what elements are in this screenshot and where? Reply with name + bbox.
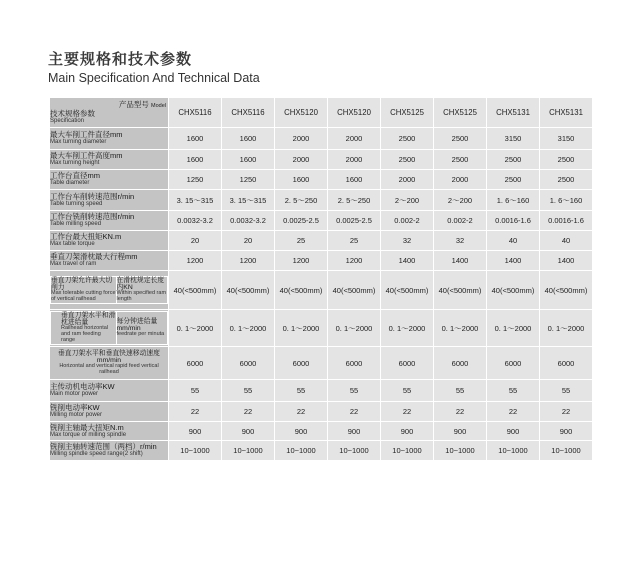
rapid-header [50,350,168,376]
spec-row [50,251,593,271]
spec-value-cell: 40(<500mm) [169,271,222,310]
spec-value-cell: 1600 [222,150,275,170]
spec-value-cell: 0. 1～2000 [169,310,222,347]
spec-value-cell: 40(<500mm) [434,271,487,310]
row-sublabel-cn: 在滑枕规定长度内KN [116,277,165,292]
split-header [50,276,168,304]
spec-row [50,271,593,310]
spec-value-cell: 0.0016-1.6 [487,211,540,231]
spec-value-cell: 2000 [381,170,434,190]
spec-value-cell: 0.002-2 [434,211,487,231]
spec-row [50,347,593,380]
spec-row-header [50,190,169,211]
spec-value-cell: 3. 15～315 [222,190,275,211]
row-label-cn: 最大车削工件高度mm [50,151,123,161]
row-label-cn: 工作台铣削转速范围r/min [50,212,135,222]
spec-value-cell: 0.0032-3.2 [169,211,222,231]
spec-row-header [50,231,169,251]
model-name-cell: CHX5116 [222,98,275,128]
split-header-right [116,312,167,345]
split-header [50,311,168,345]
spec-value-cell: 55 [540,380,593,402]
spec-value-cell: 6000 [487,347,540,380]
spec-row-header [50,128,169,150]
spec-row-header [50,251,169,271]
row-label-cn: 垂直刀架允许最大切削力 [51,277,113,292]
spec-value-cell: 10~1000 [381,441,434,461]
row-label-cn: 最大车削工件直径mm [50,130,123,140]
spec-value-cell: 0. 1～2000 [381,310,434,347]
spec-value-cell: 10~1000 [222,441,275,461]
row-label-en: Max travel of ram [50,261,97,268]
spec-value-cell: 6000 [328,347,381,380]
spec-value-cell: 2000 [275,150,328,170]
spec-value-cell: 25 [275,231,328,251]
spec-row [50,402,593,422]
model-label-en: Model [151,103,166,110]
model-header-row [50,98,593,128]
spec-value-cell: 22 [275,402,328,422]
model-name-cell: CHX5120 [275,98,328,128]
spec-label-cn: 技术规格参数 [50,108,95,118]
spec-value-cell: 22 [487,402,540,422]
row-label-cn: 垂直刀架水平和垂直快速移动速度mm/min [58,350,160,365]
spec-value-cell: 2000 [434,170,487,190]
spec-value-cell: 1400 [381,251,434,271]
spec-value-cell: 0. 1～2000 [434,310,487,347]
spec-value-cell: 3150 [487,128,540,150]
spec-value-cell: 40(<500mm) [381,271,434,310]
spec-value-cell: 2500 [487,170,540,190]
spec-value-cell: 32 [434,231,487,251]
spec-value-cell: 0. 1～2000 [328,310,381,347]
spec-table [49,97,593,461]
row-label-en: Table diameter [50,180,90,187]
spec-row [50,310,593,347]
spec-value-cell: 900 [487,422,540,441]
spec-value-cell: 0. 1～2000 [222,310,275,347]
spec-value-cell: 55 [222,380,275,402]
spec-value-cell: 1200 [222,251,275,271]
spec-value-cell: 2500 [381,150,434,170]
spec-value-cell: 1. 6～160 [540,190,593,211]
spec-value-cell: 1250 [222,170,275,190]
spec-value-cell: 32 [381,231,434,251]
spec-row [50,150,593,170]
spec-row-header [50,310,169,347]
spec-value-cell: 0.0032-3.2 [222,211,275,231]
spec-value-cell: 900 [381,422,434,441]
model-spec-header-cell [50,98,169,128]
spec-row-header [50,402,169,422]
spec-value-cell: 1600 [222,128,275,150]
spec-row-header [50,422,169,441]
spec-value-cell: 40 [487,231,540,251]
spec-value-cell: 1200 [328,251,381,271]
row-label-cn: 工作台直径mm [50,171,100,181]
spec-value-cell: 0. 1～2000 [487,310,540,347]
spec-value-cell: 40(<500mm) [540,271,593,310]
spec-value-cell: 1600 [328,170,381,190]
spec-value-cell: 1250 [169,170,222,190]
spec-value-cell: 0.002-2 [381,211,434,231]
spec-value-cell: 22 [328,402,381,422]
spec-value-cell: 2500 [381,128,434,150]
spec-value-cell: 22 [169,402,222,422]
spec-value-cell: 6000 [222,347,275,380]
row-label-en: Max tolerable cutting force of vertical railhead [51,290,116,303]
spec-value-cell: 2500 [540,170,593,190]
spec-value-cell: 6000 [275,347,328,380]
model-name-cell: CHX5120 [328,98,381,128]
model-name-cell: CHX5131 [487,98,540,128]
spec-row-header [50,347,169,380]
row-label-en: Max turning diameter [50,139,107,146]
spec-value-cell: 40 [540,231,593,251]
row-label-cn: 主传动机电动率KW [50,382,115,392]
spec-value-cell: 40(<500mm) [275,271,328,310]
spec-value-cell: 55 [434,380,487,402]
page-title-cn: 主要规格和技术参数 [48,50,193,68]
row-label-cn: 垂直刀架滑枕最大行程mm [50,252,138,262]
spec-value-cell: 10~1000 [487,441,540,461]
row-label-en: Railhead horizontal and ram feeding range [61,325,109,343]
spec-row [50,190,593,211]
spec-value-cell: 1400 [487,251,540,271]
spec-row-header [50,271,169,310]
spec-value-cell: 1600 [275,170,328,190]
spec-value-cell: 0.0025-2.5 [328,211,381,231]
spec-value-cell: 2～200 [434,190,487,211]
spec-value-cell: 20 [222,231,275,251]
spec-value-cell: 0.0025-2.5 [275,211,328,231]
spec-value-cell: 1600 [169,128,222,150]
spec-value-cell: 900 [540,422,593,441]
row-label-en: Max turning height [50,160,100,167]
spec-value-cell: 900 [434,422,487,441]
row-label-en: Table turning speed [50,200,103,207]
spec-value-cell: 2500 [434,150,487,170]
spec-value-cell: 0. 1～2000 [275,310,328,347]
model-label-cn: 产品型号 [118,100,149,110]
spec-value-cell: 20 [169,231,222,251]
spec-value-cell: 900 [222,422,275,441]
spec-value-cell: 55 [381,380,434,402]
spec-value-cell: 2000 [275,128,328,150]
split-header-left [51,312,117,345]
split-header-right [116,277,167,304]
spec-value-cell: 1200 [275,251,328,271]
spec-value-cell: 1200 [169,251,222,271]
spec-value-cell: 2500 [540,150,593,170]
row-label-cn: 垂直刀架水平和滑枕进给量 [61,312,116,327]
row-label-en: Main motor power [50,391,99,398]
row-label-en: Horizontal and vertical rapid feed vertical railhead [59,363,159,376]
spec-value-cell: 1400 [434,251,487,271]
spec-value-cell: 2500 [487,150,540,170]
spec-value-cell: 22 [381,402,434,422]
row-label-cn: 铣削电动率KW [50,403,100,413]
spec-row [50,422,593,441]
spec-row-header [50,380,169,402]
row-label-en: Milling spindle speed range(2 shift) [50,451,143,458]
spec-value-cell: 2～200 [381,190,434,211]
spec-value-cell: 40(<500mm) [328,271,381,310]
spec-row [50,170,593,190]
spec-value-cell: 10~1000 [328,441,381,461]
spec-value-cell: 10~1000 [169,441,222,461]
row-label-cn: 铣削主轴最大扭矩N.m [50,422,124,432]
spec-value-cell: 25 [328,231,381,251]
spec-value-cell: 2. 5～250 [275,190,328,211]
spec-value-cell: 3150 [540,128,593,150]
spec-value-cell: 2000 [328,128,381,150]
spec-value-cell: 2000 [328,150,381,170]
spec-value-cell: 900 [328,422,381,441]
spec-value-cell: 0.0016-1.6 [540,211,593,231]
spec-value-cell: 22 [434,402,487,422]
spec-row-header [50,170,169,190]
spec-value-cell: 55 [275,380,328,402]
spec-row-header [50,211,169,231]
spec-value-cell: 6000 [434,347,487,380]
spec-value-cell: 2500 [434,128,487,150]
spec-value-cell: 2. 5～250 [328,190,381,211]
spec-row [50,231,593,251]
spec-label-en: Specification [50,117,85,124]
spec-row [50,441,593,461]
row-label-en: Max table torque [50,241,95,248]
spec-value-cell: 22 [540,402,593,422]
spec-value-cell: 55 [328,380,381,402]
row-label-en: Table milling speed [50,221,102,228]
spec-value-cell: 10~1000 [540,441,593,461]
page-title-en: Main Specification And Technical Data [48,71,260,85]
spec-value-cell: 900 [275,422,328,441]
spec-value-cell: 40(<500mm) [222,271,275,310]
row-sublabel-en: feedrate per minuta [116,331,165,338]
model-name-cell: CHX5125 [381,98,434,128]
row-sublabel-en: Within specified ram length [116,290,167,303]
row-sublabel-cn: 每分钟进给量mm/min [116,317,158,333]
spec-value-cell: 55 [169,380,222,402]
spec-value-cell: 3. 15～315 [169,190,222,211]
spec-row [50,380,593,402]
spec-value-cell: 40(<500mm) [487,271,540,310]
spec-value-cell: 6000 [169,347,222,380]
spec-value-cell: 55 [487,380,540,402]
model-name-cell: CHX5125 [434,98,487,128]
spec-value-cell: 900 [169,422,222,441]
row-label-cn: 铣削主轴转速范围（两档）r/min [50,442,157,452]
spec-value-cell: 6000 [540,347,593,380]
row-label-en: Max torque of milling spindle [50,431,127,438]
spec-value-cell: 1. 6～160 [487,190,540,211]
split-header-left [51,277,117,304]
spec-value-cell: 0. 1～2000 [540,310,593,347]
spec-row [50,211,593,231]
spec-row [50,128,593,150]
spec-row-header [50,441,169,461]
spec-row-header [50,150,169,170]
spec-value-cell: 1600 [169,150,222,170]
row-label-en: Milling motor power [50,412,103,419]
model-name-cell: CHX5116 [169,98,222,128]
spec-value-cell: 1400 [540,251,593,271]
row-label-cn: 工作台车削转速范围r/min [50,191,135,201]
spec-value-cell: 10~1000 [275,441,328,461]
model-name-cell: CHX5131 [540,98,593,128]
spec-value-cell: 10~1000 [434,441,487,461]
row-label-cn: 工作台最大扭矩KN.m [50,232,122,242]
spec-value-cell: 6000 [381,347,434,380]
spec-value-cell: 22 [222,402,275,422]
